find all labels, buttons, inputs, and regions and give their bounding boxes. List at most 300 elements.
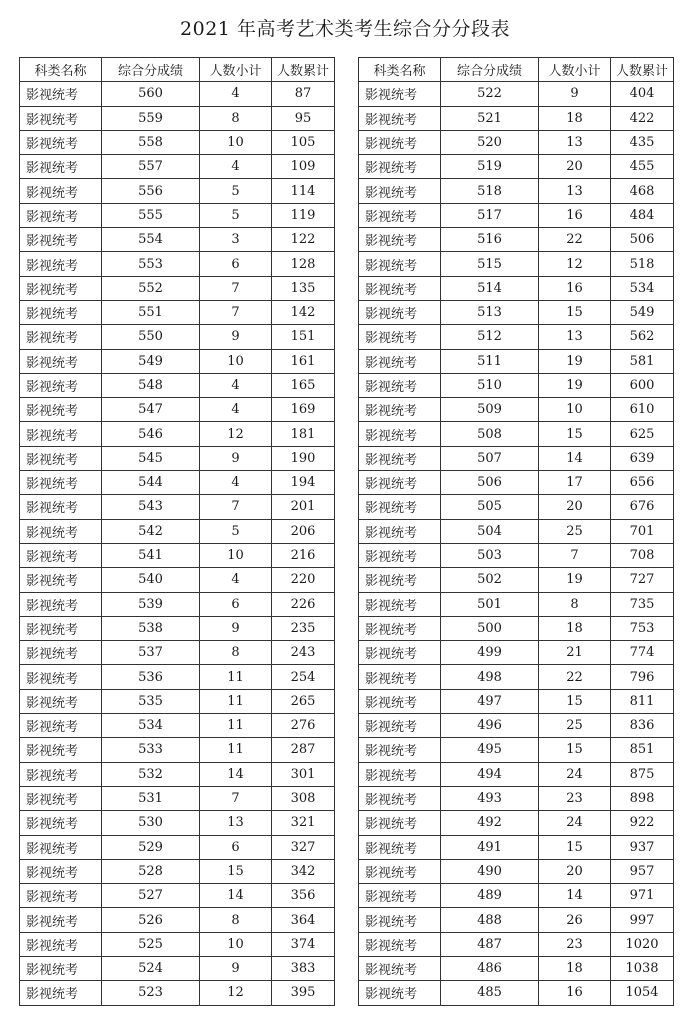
category-cell: 影视统考 (359, 349, 441, 373)
cumulative-cell: 308 (272, 786, 335, 810)
count-cell: 4 (200, 398, 272, 422)
score-cell: 491 (441, 835, 539, 859)
category-cell: 影视统考 (359, 203, 441, 227)
table-row (359, 203, 674, 227)
score-cell: 485 (441, 981, 539, 1005)
score-cell: 486 (441, 956, 539, 980)
score-cell: 516 (441, 228, 539, 252)
cumulative-cell: 1054 (611, 981, 674, 1005)
cumulative-cell: 342 (272, 859, 335, 883)
count-cell: 25 (539, 519, 611, 543)
category-cell: 影视统考 (20, 592, 102, 616)
cumulative-cell: 135 (272, 276, 335, 300)
count-cell: 5 (200, 179, 272, 203)
category-cell: 影视统考 (20, 179, 102, 203)
table-row (359, 568, 674, 592)
score-cell: 500 (441, 616, 539, 640)
table-row (20, 179, 335, 203)
cumulative-cell: 235 (272, 616, 335, 640)
header-score: 综合分成绩 (441, 58, 539, 82)
category-cell: 影视统考 (20, 689, 102, 713)
category-cell: 影视统考 (359, 811, 441, 835)
table-body-left (20, 82, 335, 1005)
table-row (20, 616, 335, 640)
count-cell: 19 (539, 568, 611, 592)
cumulative-cell: 364 (272, 908, 335, 932)
score-cell: 552 (102, 276, 200, 300)
count-cell: 14 (200, 762, 272, 786)
cumulative-cell: 301 (272, 762, 335, 786)
score-cell: 537 (102, 641, 200, 665)
count-cell: 7 (539, 543, 611, 567)
table-row (359, 228, 674, 252)
table-row (20, 543, 335, 567)
cumulative-cell: 404 (611, 82, 674, 106)
score-cell: 557 (102, 155, 200, 179)
count-cell: 10 (200, 932, 272, 956)
count-cell: 13 (200, 811, 272, 835)
count-cell: 9 (200, 616, 272, 640)
category-cell: 影视统考 (20, 203, 102, 227)
header-cumulative: 人数累计 (611, 58, 674, 82)
category-cell: 影视统考 (359, 325, 441, 349)
category-cell: 影视统考 (20, 908, 102, 932)
table-row (20, 762, 335, 786)
category-cell: 影视统考 (20, 519, 102, 543)
cumulative-cell: 957 (611, 859, 674, 883)
table-row (359, 665, 674, 689)
category-cell: 影视统考 (359, 908, 441, 932)
cumulative-cell: 87 (272, 82, 335, 106)
category-cell: 影视统考 (359, 398, 441, 422)
score-cell: 559 (102, 106, 200, 130)
score-cell: 512 (441, 325, 539, 349)
score-cell: 502 (441, 568, 539, 592)
count-cell: 21 (539, 641, 611, 665)
score-cell: 529 (102, 835, 200, 859)
cumulative-cell: 276 (272, 714, 335, 738)
cumulative-cell: 109 (272, 155, 335, 179)
cumulative-cell: 321 (272, 811, 335, 835)
score-cell: 518 (441, 179, 539, 203)
table-row (359, 252, 674, 276)
score-cell: 553 (102, 252, 200, 276)
table-row (20, 349, 335, 373)
cumulative-cell: 161 (272, 349, 335, 373)
header-count: 人数小计 (200, 58, 272, 82)
table-row (20, 592, 335, 616)
score-cell: 522 (441, 82, 539, 106)
table-row (20, 908, 335, 932)
count-cell: 6 (200, 252, 272, 276)
table-row (20, 130, 335, 154)
cumulative-cell: 169 (272, 398, 335, 422)
score-cell: 507 (441, 446, 539, 470)
cumulative-cell: 534 (611, 276, 674, 300)
table-header-row (359, 58, 674, 82)
category-cell: 影视统考 (359, 155, 441, 179)
category-cell: 影视统考 (359, 932, 441, 956)
table-row (20, 446, 335, 470)
cumulative-cell: 1038 (611, 956, 674, 980)
category-cell: 影视统考 (359, 446, 441, 470)
score-table-right (358, 57, 674, 1006)
table-row (359, 641, 674, 665)
cumulative-cell: 265 (272, 689, 335, 713)
category-cell: 影视统考 (359, 422, 441, 446)
category-cell: 影视统考 (20, 495, 102, 519)
score-cell: 517 (441, 203, 539, 227)
page-title: 2021 年高考艺术类考生综合分分段表 (180, 18, 510, 40)
score-cell: 534 (102, 714, 200, 738)
category-cell: 影视统考 (359, 689, 441, 713)
count-cell: 22 (539, 665, 611, 689)
category-cell: 影视统考 (20, 446, 102, 470)
count-cell: 22 (539, 228, 611, 252)
score-cell: 550 (102, 325, 200, 349)
category-cell: 影视统考 (20, 422, 102, 446)
cumulative-cell: 836 (611, 714, 674, 738)
score-cell: 558 (102, 130, 200, 154)
score-cell: 509 (441, 398, 539, 422)
count-cell: 23 (539, 932, 611, 956)
cumulative-cell: 122 (272, 228, 335, 252)
count-cell: 9 (539, 82, 611, 106)
cumulative-cell: 875 (611, 762, 674, 786)
table-row (20, 738, 335, 762)
table-row (20, 786, 335, 810)
score-cell: 544 (102, 471, 200, 495)
cumulative-cell: 119 (272, 203, 335, 227)
count-cell: 10 (200, 130, 272, 154)
count-cell: 13 (539, 325, 611, 349)
score-cell: 497 (441, 689, 539, 713)
table-row (359, 446, 674, 470)
category-cell: 影视统考 (20, 228, 102, 252)
score-cell: 560 (102, 82, 200, 106)
score-cell: 506 (441, 471, 539, 495)
count-cell: 12 (539, 252, 611, 276)
cumulative-cell: 1020 (611, 932, 674, 956)
count-cell: 18 (539, 616, 611, 640)
table-row (20, 665, 335, 689)
count-cell: 17 (539, 471, 611, 495)
count-cell: 3 (200, 228, 272, 252)
count-cell: 20 (539, 859, 611, 883)
table-row (20, 714, 335, 738)
table-row (20, 276, 335, 300)
cumulative-cell: 506 (611, 228, 674, 252)
score-cell: 496 (441, 714, 539, 738)
cumulative-cell: 753 (611, 616, 674, 640)
score-cell: 528 (102, 859, 200, 883)
table-row (20, 373, 335, 397)
cumulative-cell: 383 (272, 956, 335, 980)
cumulative-cell: 610 (611, 398, 674, 422)
table-row (359, 543, 674, 567)
count-cell: 4 (200, 568, 272, 592)
count-cell: 14 (200, 884, 272, 908)
count-cell: 15 (539, 300, 611, 324)
score-cell: 490 (441, 859, 539, 883)
count-cell: 15 (539, 422, 611, 446)
count-cell: 12 (200, 422, 272, 446)
cumulative-cell: 142 (272, 300, 335, 324)
table-row (359, 884, 674, 908)
cumulative-cell: 455 (611, 155, 674, 179)
cumulative-cell: 216 (272, 543, 335, 567)
count-cell: 24 (539, 811, 611, 835)
score-cell: 494 (441, 762, 539, 786)
count-cell: 5 (200, 203, 272, 227)
cumulative-cell: 435 (611, 130, 674, 154)
cumulative-cell: 226 (272, 592, 335, 616)
category-cell: 影视统考 (20, 714, 102, 738)
score-cell: 531 (102, 786, 200, 810)
category-cell: 影视统考 (359, 714, 441, 738)
score-cell: 503 (441, 543, 539, 567)
table-row (359, 422, 674, 446)
cumulative-cell: 201 (272, 495, 335, 519)
table-row (359, 519, 674, 543)
table-row (20, 859, 335, 883)
table-body-right (359, 82, 674, 1005)
count-cell: 19 (539, 373, 611, 397)
table-row (359, 786, 674, 810)
score-cell: 492 (441, 811, 539, 835)
table-row (20, 519, 335, 543)
category-cell: 影视统考 (20, 471, 102, 495)
score-cell: 487 (441, 932, 539, 956)
category-cell: 影视统考 (359, 616, 441, 640)
score-cell: 527 (102, 884, 200, 908)
table-row (359, 155, 674, 179)
category-cell: 影视统考 (359, 373, 441, 397)
cumulative-cell: 639 (611, 446, 674, 470)
cumulative-cell: 356 (272, 884, 335, 908)
cumulative-cell: 581 (611, 349, 674, 373)
cumulative-cell: 898 (611, 786, 674, 810)
category-cell: 影视统考 (359, 981, 441, 1005)
count-cell: 8 (200, 908, 272, 932)
cumulative-cell: 327 (272, 835, 335, 859)
count-cell: 7 (200, 495, 272, 519)
score-cell: 532 (102, 762, 200, 786)
table-row (359, 179, 674, 203)
score-cell: 546 (102, 422, 200, 446)
category-cell: 影视统考 (20, 300, 102, 324)
score-cell: 530 (102, 811, 200, 835)
score-cell: 542 (102, 519, 200, 543)
score-cell: 504 (441, 519, 539, 543)
category-cell: 影视统考 (359, 228, 441, 252)
count-cell: 7 (200, 786, 272, 810)
count-cell: 24 (539, 762, 611, 786)
score-cell: 526 (102, 908, 200, 932)
cumulative-cell: 484 (611, 203, 674, 227)
table-row (359, 300, 674, 324)
cumulative-cell: 625 (611, 422, 674, 446)
cumulative-cell: 220 (272, 568, 335, 592)
table-row (359, 471, 674, 495)
category-cell: 影视统考 (20, 276, 102, 300)
count-cell: 11 (200, 689, 272, 713)
category-cell: 影视统考 (20, 665, 102, 689)
table-row (359, 714, 674, 738)
table-row (359, 276, 674, 300)
cumulative-cell: 181 (272, 422, 335, 446)
score-cell: 505 (441, 495, 539, 519)
cumulative-cell: 676 (611, 495, 674, 519)
header-count: 人数小计 (539, 58, 611, 82)
table-row (20, 155, 335, 179)
category-cell: 影视统考 (20, 106, 102, 130)
cumulative-cell: 727 (611, 568, 674, 592)
count-cell: 19 (539, 349, 611, 373)
category-cell: 影视统考 (20, 130, 102, 154)
table-row (359, 981, 674, 1005)
count-cell: 5 (200, 519, 272, 543)
score-cell: 498 (441, 665, 539, 689)
table-row (359, 835, 674, 859)
score-cell: 510 (441, 373, 539, 397)
table-row (20, 422, 335, 446)
table-row (359, 349, 674, 373)
score-cell: 508 (441, 422, 539, 446)
score-cell: 513 (441, 300, 539, 324)
table-header-row (20, 58, 335, 82)
score-cell: 556 (102, 179, 200, 203)
category-cell: 影视统考 (20, 155, 102, 179)
count-cell: 11 (200, 738, 272, 762)
cumulative-cell: 600 (611, 373, 674, 397)
count-cell: 23 (539, 786, 611, 810)
category-cell: 影视统考 (359, 738, 441, 762)
count-cell: 6 (200, 835, 272, 859)
category-cell: 影视统考 (359, 835, 441, 859)
category-cell: 影视统考 (20, 884, 102, 908)
count-cell: 20 (539, 495, 611, 519)
score-cell: 541 (102, 543, 200, 567)
count-cell: 7 (200, 300, 272, 324)
category-cell: 影视统考 (359, 471, 441, 495)
count-cell: 10 (200, 349, 272, 373)
score-cell: 488 (441, 908, 539, 932)
table-row (20, 811, 335, 835)
cumulative-cell: 468 (611, 179, 674, 203)
count-cell: 4 (200, 471, 272, 495)
table-row (359, 908, 674, 932)
cumulative-cell: 971 (611, 884, 674, 908)
count-cell: 16 (539, 276, 611, 300)
table-row (359, 398, 674, 422)
cumulative-cell: 562 (611, 325, 674, 349)
count-cell: 8 (200, 641, 272, 665)
cumulative-cell: 206 (272, 519, 335, 543)
score-cell: 533 (102, 738, 200, 762)
cumulative-cell: 95 (272, 106, 335, 130)
count-cell: 26 (539, 908, 611, 932)
table-row (359, 811, 674, 835)
score-cell: 511 (441, 349, 539, 373)
count-cell: 10 (200, 543, 272, 567)
score-cell: 551 (102, 300, 200, 324)
count-cell: 9 (200, 446, 272, 470)
category-cell: 影视统考 (20, 82, 102, 106)
score-cell: 554 (102, 228, 200, 252)
table-row (20, 932, 335, 956)
table-row (20, 495, 335, 519)
category-cell: 影视统考 (20, 543, 102, 567)
cumulative-cell: 287 (272, 738, 335, 762)
score-cell: 536 (102, 665, 200, 689)
count-cell: 10 (539, 398, 611, 422)
score-cell: 501 (441, 592, 539, 616)
category-cell: 影视统考 (20, 568, 102, 592)
category-cell: 影视统考 (359, 884, 441, 908)
category-cell: 影视统考 (20, 762, 102, 786)
table-row (20, 981, 335, 1005)
count-cell: 8 (539, 592, 611, 616)
category-cell: 影视统考 (20, 932, 102, 956)
category-cell: 影视统考 (359, 300, 441, 324)
category-cell: 影视统考 (359, 665, 441, 689)
score-cell: 549 (102, 349, 200, 373)
category-cell: 影视统考 (359, 786, 441, 810)
count-cell: 16 (539, 203, 611, 227)
table-row (20, 106, 335, 130)
count-cell: 13 (539, 130, 611, 154)
count-cell: 6 (200, 592, 272, 616)
header-cumulative: 人数累计 (272, 58, 335, 82)
cumulative-cell: 774 (611, 641, 674, 665)
score-cell: 523 (102, 981, 200, 1005)
category-cell: 影视统考 (20, 252, 102, 276)
category-cell: 影视统考 (359, 106, 441, 130)
score-cell: 493 (441, 786, 539, 810)
cumulative-cell: 374 (272, 932, 335, 956)
table-row (20, 300, 335, 324)
score-cell: 540 (102, 568, 200, 592)
header-score: 综合分成绩 (102, 58, 200, 82)
cumulative-cell: 708 (611, 543, 674, 567)
score-cell: 547 (102, 398, 200, 422)
score-cell: 525 (102, 932, 200, 956)
score-cell: 489 (441, 884, 539, 908)
score-cell: 521 (441, 106, 539, 130)
table-row (20, 252, 335, 276)
count-cell: 13 (539, 179, 611, 203)
count-cell: 15 (200, 859, 272, 883)
count-cell: 9 (200, 956, 272, 980)
count-cell: 4 (200, 373, 272, 397)
cumulative-cell: 922 (611, 811, 674, 835)
score-cell: 545 (102, 446, 200, 470)
cumulative-cell: 422 (611, 106, 674, 130)
count-cell: 4 (200, 82, 272, 106)
score-cell: 499 (441, 641, 539, 665)
category-cell: 影视统考 (20, 398, 102, 422)
table-row (20, 641, 335, 665)
count-cell: 7 (200, 276, 272, 300)
count-cell: 12 (200, 981, 272, 1005)
category-cell: 影视统考 (20, 616, 102, 640)
category-cell: 影视统考 (359, 179, 441, 203)
count-cell: 18 (539, 956, 611, 980)
table-row (20, 398, 335, 422)
category-cell: 影视统考 (359, 495, 441, 519)
score-cell: 555 (102, 203, 200, 227)
